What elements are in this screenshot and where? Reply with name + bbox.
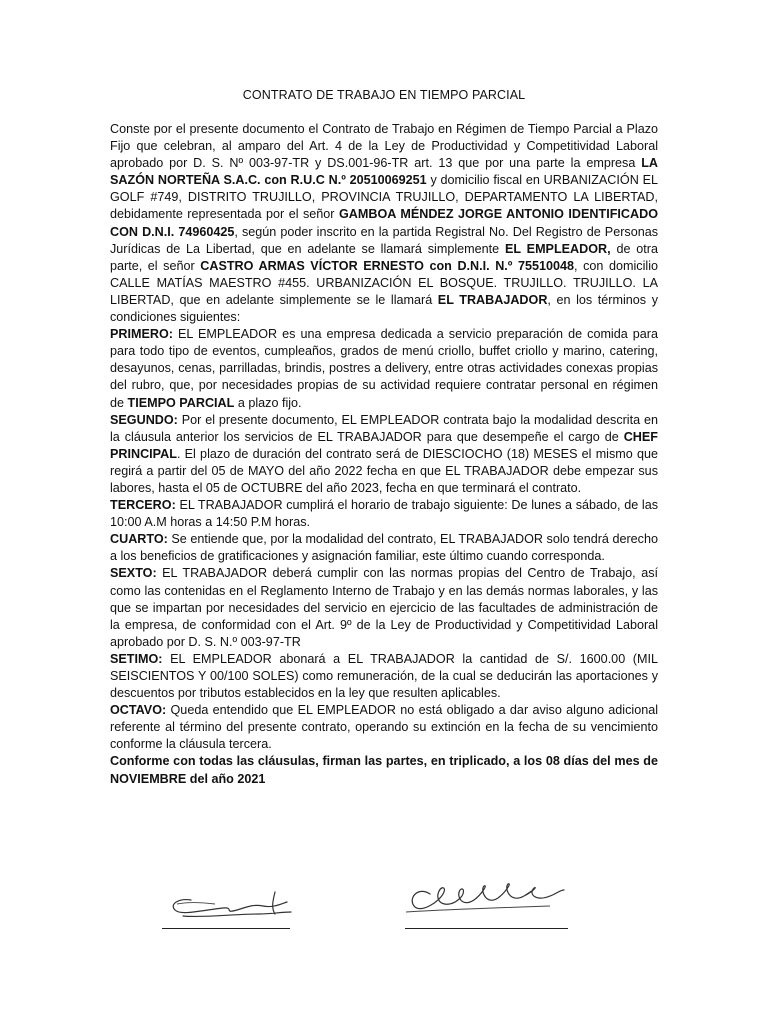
intro-text-4: de otra parte, el señor: [110, 241, 658, 273]
clause-text: Queda entendido que EL EMPLEADOR no está obligado a dar aviso alguno adicional referente al término del presente contrato, operando su extinción en la fecha de su vencimiento conforme la cláusula tercera.: [110, 703, 658, 752]
employer-signature: [163, 880, 293, 932]
clause-label: SEXTO:: [110, 566, 157, 581]
clause-text: EL EMPLEADOR es una empresa dedicada a servicio preparación de comida para para todo tipo de eventos, cumpleaños, grados de menú criollo, buffet criollo y marino, catering, desayunos, cenas, parrilladas, brindis, postres a delivery, entre otras actividades conexas propias del rubro, que, por necesidades propias de su actividad requiere contratar personal en régimen de: [110, 327, 658, 410]
worker-term: EL TRABAJADOR: [437, 292, 548, 307]
clause-label: SEGUNDO:: [110, 412, 178, 427]
clause-label: CUARTO:: [110, 532, 168, 547]
document-title: CONTRATO DE TRABAJO EN TIEMPO PARCIAL: [242, 88, 526, 102]
clause-bold-term: CHEF PRINCIPAL: [110, 429, 658, 461]
clause-cuarto: [110, 531, 658, 565]
clause-label: TERCERO:: [110, 498, 176, 513]
clause-setimo: [110, 651, 658, 702]
signature-line-employer: [162, 928, 290, 929]
clause-label: OCTAVO:: [110, 703, 167, 718]
clause-primero: [110, 326, 658, 411]
intro-text-2: y domicilio fiscal en URBANIZACIÓN EL GOLF #749, DISTRITO TRUJILLO, PROVINCIA TRUJILLO, DEPARTAMENTO LA LIBERTAD, debidamente representada por el señor: [110, 173, 658, 222]
clause-octavo: [110, 702, 658, 753]
intro-paragraph: [110, 121, 658, 326]
worker-signature: [400, 872, 570, 932]
company-name: LA SAZÓN NORTEÑA S.A.C. con R.U.C N.º 20510069251: [110, 156, 658, 188]
clause-text: EL TRABAJADOR cumplirá el horario de trabajo siguiente: De lunes a sábado, de las 10:00 A.M horas a 14:50 P.M horas.: [110, 498, 658, 530]
clause-text: Por el presente documento, EL EMPLEADOR contrata bajo la modalidad descrita en la cláusula anterior los servicios de EL TRABAJADOR para que desempeñe el cargo de: [110, 412, 658, 444]
clause-label: SETIMO:: [110, 651, 163, 666]
clause-segundo: [110, 412, 658, 497]
document-body: [110, 121, 658, 788]
intro-text-3: , según poder inscrito en la partida Registral No. Del Registro de Personas Jurídicas de La Libertad, que en adelante se llamará simplemente: [110, 224, 658, 256]
clause-tercero: [110, 497, 658, 531]
closing-text: Conforme con todas las cláusulas, firman las partes, en triplicado, a los 08 días del mes de NOVIEMBRE del año 2021: [110, 754, 658, 786]
clause-label: PRIMERO:: [110, 327, 173, 342]
employer-term: EL EMPLEADOR,: [504, 241, 611, 256]
intro-text-1: Conste por el presente documento el Contrato de Trabajo en Régimen de Tiempo Parcial a Plazo Fijo que celebran, al amparo del Art. 4 de la Ley de Productividad y Competitividad Laboral aprobado por D. S. Nº 003-97-TR y DS.001-96-TR art. 13 que por una parte la empresa: [110, 122, 658, 171]
closing-paragraph: [110, 753, 658, 787]
clause-bold-term: TIEMPO PARCIAL: [127, 395, 235, 410]
intro-text-5: , con domicilio CALLE MATÍAS MAESTRO #455. URBANIZACIÓN EL BOSQUE. TRUJILLO. TRUJILLO. LA LIBERTAD, que en adelante simplemente se le llamará: [110, 258, 658, 307]
signature-line-worker: [405, 928, 568, 929]
clause-text: EL EMPLEADOR abonará a EL TRABAJADOR la cantidad de S/. 1600.00 (MIL SEISCIENTOS Y 00/100 SOLES) como remuneración, de la cual se deducirán las aportaciones y descuentos por tributos establecidos en la ley que resulten aplicables.: [110, 651, 658, 701]
clause-text: a plazo fijo.: [234, 395, 302, 410]
employer-representative: GAMBOA MÉNDEZ JORGE ANTONIO IDENTIFICADO CON D.N.I. 74960425: [110, 207, 658, 239]
intro-text-6: , en los términos y condiciones siguientes:: [110, 292, 658, 325]
worker-name: CASTRO ARMAS VÍCTOR ERNESTO con D.N.I. N.º 75510048: [200, 258, 575, 273]
clause-text: Se entiende que, por la modalidad del contrato, EL TRABAJADOR solo tendrá derecho a los beneficios de gratificaciones y asignación familiar, este último cuando corresponda.: [110, 532, 658, 564]
clause-text: EL TRABAJADOR deberá cumplir con las normas propias del Centro de Trabajo, así como las contenidas en el Reglamento Interno de Trabajo y en las demás normas laborales, y las que se impartan por necesidades del servicio en ejercicio de las facultades de administración de la empresa, de conformidad con el Art. 9º de la Ley de Productividad y Competitividad Laboral aprobado por D. S. N.º 003-97-TR: [110, 566, 658, 649]
clause-sexto: [110, 565, 658, 650]
clause-text: . El plazo de duración del contrato será de DIESCIOCHO (18) MESES el mismo que regirá a partir del 05 de MAYO del año 2022 fecha en que EL TRABAJADOR debe empezar sus labores, hasta el 05 de OCTUBRE del año 2023, fecha en que terminará el contrato.: [110, 446, 658, 495]
